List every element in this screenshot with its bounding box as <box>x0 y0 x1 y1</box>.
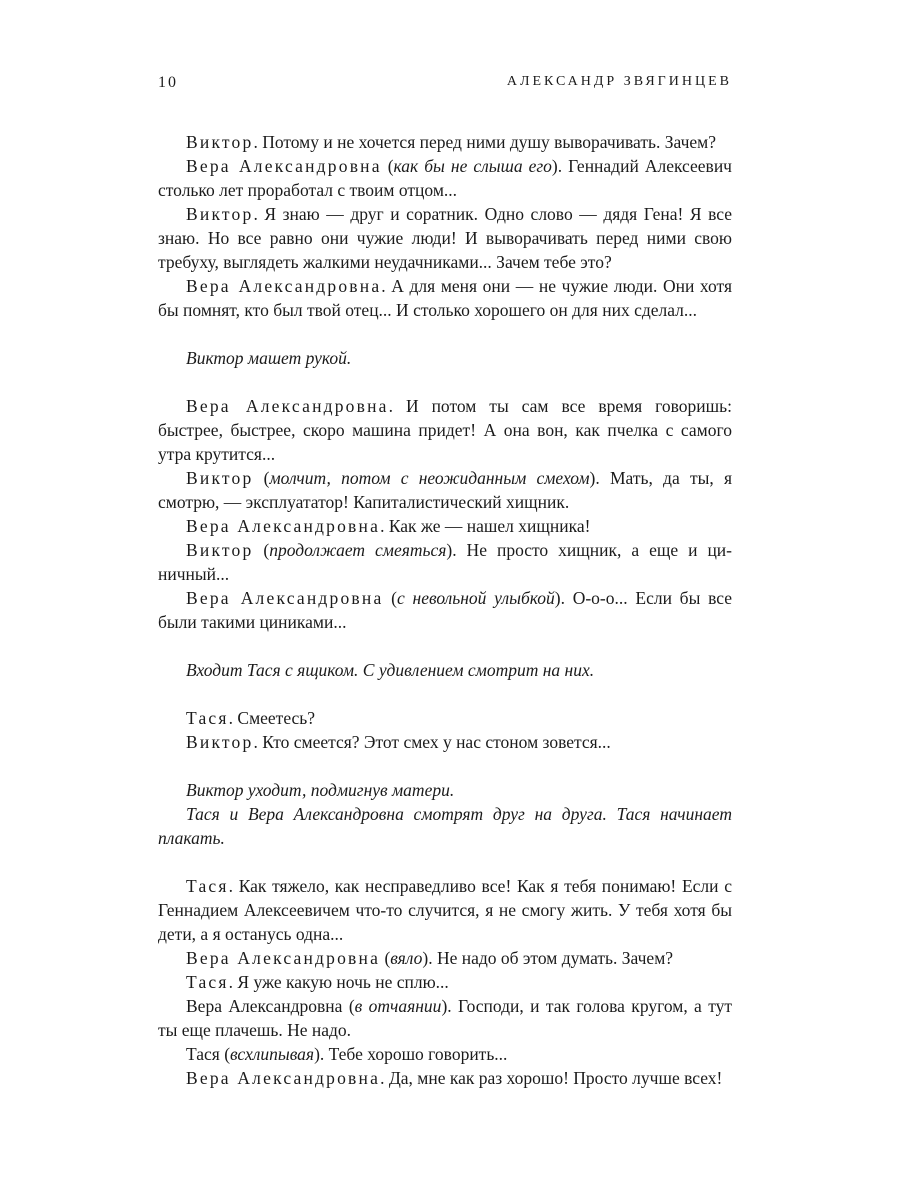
speaker-name: Виктор <box>186 132 254 152</box>
stage-note: в отчаянии <box>354 996 442 1016</box>
dialogue-line <box>158 706 732 730</box>
dialogue-line: Вера Александровна (в отчаянии). Господи, и так голова кругом, а тут ты еще плачешь. Не надо. <box>158 996 733 1040</box>
speaker-name: Вера Александровна <box>186 156 382 176</box>
dialogue-line <box>158 1066 732 1090</box>
speaker-name: Вера Александровна <box>186 948 381 968</box>
line-text: ). Не просто хищник, а еще и циничный... <box>158 540 732 584</box>
page-number: 10 <box>158 74 178 91</box>
speaker-name: Тася <box>186 972 229 992</box>
stage-note: с невольной улыбкой <box>397 588 555 608</box>
line-text: . Как тяжело, как несправедливо все! Как я тебя понимаю! Если с Геннадием Алексеевичем что-то случится, я не смогу жить. У тебя хотя бы дети, а я останусь одна... <box>158 876 732 944</box>
dialogue-line <box>158 394 732 466</box>
dialogue-line: Вера Александровна (как бы не слыша его). Геннадий Алексеевич столько лет проработал с твоим отцом... <box>158 156 732 200</box>
line-text: . Кто смеется? Этот смех у нас стоном зовется... <box>253 732 611 752</box>
line-text: . Да, мне как раз хорошо! Просто лучше всех! <box>380 1068 723 1088</box>
play-text <box>158 130 732 1090</box>
speaker-name: Вера Александровна <box>186 588 384 608</box>
dialogue-line: Вера Александровна (вяло). Не надо об этом думать. Зачем? <box>186 948 674 968</box>
speaker-name: Вера Александровна <box>186 396 389 416</box>
dialogue-line <box>158 274 732 322</box>
line-text: . Я знаю — друг и соратник. Одно слово — дядя Гена! Я все знаю. Но все равно они чужие люди! И выворачивать перед ними свою требуху, выглядеть жалкими неудачниками... Зачем тебе это? <box>158 204 732 272</box>
line-text: . Смеетесь? <box>228 708 316 728</box>
page-header <box>158 74 732 98</box>
stage-note: как бы не слыша его <box>393 156 552 176</box>
line-text: ). Господи, и так голова кругом, а тут ты еще плачешь. Не надо. <box>158 996 733 1040</box>
line-text: ). Не надо об этом думать. Зачем? <box>422 948 674 968</box>
dialogue-line: Вера Александровна (с невольной улыбкой). О-о-о... Если бы все были такими циниками... <box>158 588 732 632</box>
speaker-name: Виктор <box>186 204 254 224</box>
dialogue-line: Тася (всхлипывая). Тебе хорошо говорить... <box>186 1044 508 1064</box>
dialogue-line: Виктор (продолжает смеяться). Не просто хищник, а еще и циничный... <box>158 540 732 584</box>
speaker-name: Вера Александровна <box>186 276 382 296</box>
line-text: . Потому и не хочется перед ними душу выворачивать. Зачем? <box>253 132 716 152</box>
stage-direction: Виктор уходит, подмигнув матери. <box>186 780 455 800</box>
speaker-name: Тася <box>186 708 229 728</box>
stage-direction: Виктор машет рукой. <box>186 348 352 368</box>
stage-note: молчит, потом с неожиданным смехом <box>269 468 590 488</box>
line-text: ). Мать, да ты, я смотрю, — эксплуататор! Капиталистический хищник. <box>158 468 732 512</box>
speaker-name: Вера Александровна <box>186 1068 381 1088</box>
running-head: АЛЕКСАНДР ЗВЯГИНЦЕВ <box>506 74 732 89</box>
line-text: ). О-о-о... Если бы все были такими циниками... <box>158 588 732 632</box>
dialogue-line <box>158 730 732 754</box>
line-text: . И потом ты сам все время говоришь: быстрее, быстрее, скоро машина придет! А она вон, как пчелка с самого утра крутится... <box>158 396 732 464</box>
speaker-name: Виктор <box>186 732 254 752</box>
dialogue-line <box>158 970 732 994</box>
dialogue-line <box>158 874 732 946</box>
speaker-name: Вера Александровна <box>186 996 343 1016</box>
stage-note: вяло <box>390 948 423 968</box>
line-text: ). Геннадий Алексеевич столько лет проработал с твоим отцом... <box>158 156 732 200</box>
line-text: . А для меня они — не чужие люди. Они хотя бы помнят, кто был твой отец... И столько хорошего он для них сделал... <box>158 276 732 320</box>
stage-direction: Входит Тася с ящиком. С удивлением смотрит на них. <box>186 660 595 680</box>
line-text: . Я уже какую ночь не сплю... <box>228 972 449 992</box>
speaker-name: Виктор <box>186 468 254 488</box>
line-text: . Как же — нашел хищника! <box>380 516 591 536</box>
stage-note: продолжает смеяться <box>269 540 447 560</box>
speaker-name: Тася <box>186 876 229 896</box>
speaker-name: Вера Александровна <box>186 516 381 536</box>
dialogue-line: Виктор (молчит, потом с неожиданным смехом). Мать, да ты, я смотрю, — эксплуататор! Капиталистический хищник. <box>158 468 732 512</box>
dialogue-line <box>158 130 732 154</box>
dialogue-line <box>158 514 732 538</box>
speaker-name: Виктор <box>186 540 254 560</box>
stage-direction: Тася и Вера Александровна смотрят друг на друга. Тася начинает плакать. <box>158 804 732 848</box>
stage-note: всхлипывая <box>230 1044 315 1064</box>
line-text: ). Тебе хорошо говорить... <box>314 1044 508 1064</box>
dialogue-line <box>158 202 732 274</box>
speaker-name: Тася <box>186 1044 220 1064</box>
